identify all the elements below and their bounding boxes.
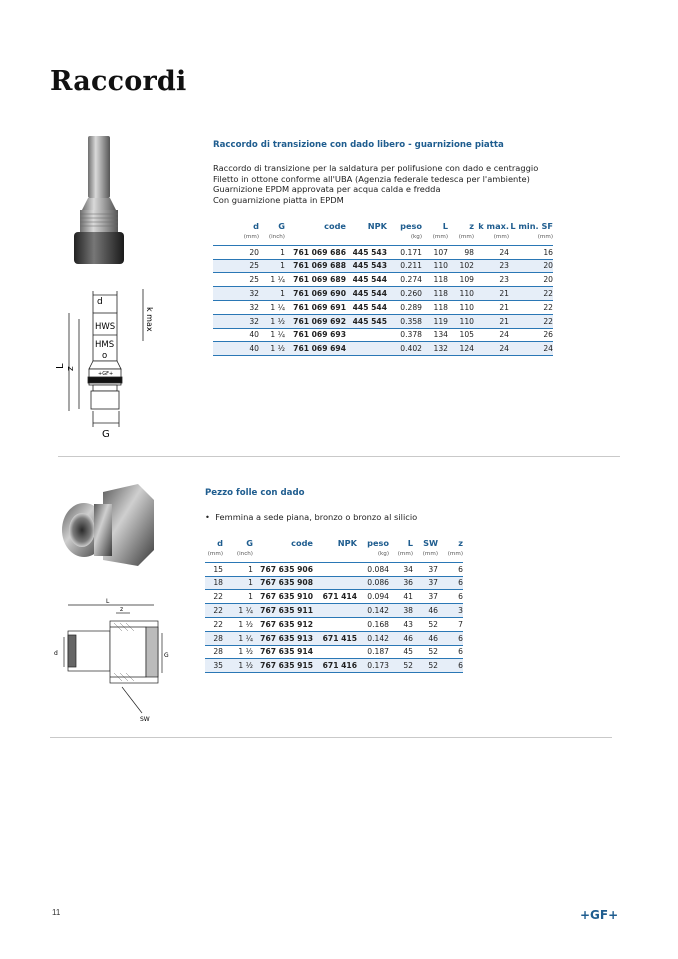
table-cell: 671 416 <box>313 659 357 673</box>
drawing-label-z: z <box>66 366 76 371</box>
table-cell: 52 <box>413 659 438 673</box>
drawing-label-d: d <box>97 297 103 307</box>
table-cell: 43 <box>389 617 413 631</box>
table-cell: 671 414 <box>313 590 357 604</box>
drawing-label-hms: HMS <box>95 340 115 350</box>
table-cell: 37 <box>413 576 438 590</box>
table-cell: 22 <box>509 287 553 301</box>
col-header-peso: peso <box>400 221 422 231</box>
table-cell: 25 <box>213 273 259 287</box>
table-cell: 21 <box>474 287 509 301</box>
table-cell: 46 <box>389 631 413 645</box>
table-cell: 767 635 911 <box>253 604 313 618</box>
table-cell: 107 <box>422 245 448 259</box>
table-cell: 761 069 691 <box>285 300 346 314</box>
drawing2-label-sw: SW <box>140 716 150 723</box>
col-header-code: code <box>324 221 346 231</box>
unit-cell: (mm) <box>448 231 474 245</box>
drawing2-label-G: G <box>164 652 169 659</box>
col-header-d: d <box>253 221 259 231</box>
table-cell: 28 <box>205 631 223 645</box>
table-cell: 767 635 914 <box>253 645 313 659</box>
table-row <box>213 314 553 328</box>
table-cell: 1 <box>223 576 253 590</box>
table-cell: 761 069 693 <box>285 328 346 342</box>
table-cell: 445 544 <box>346 287 387 301</box>
table-row <box>205 562 463 576</box>
table-cell: 6 <box>438 645 463 659</box>
section1-table <box>213 221 553 356</box>
table-cell: 110 <box>448 287 474 301</box>
table-cell: 761 069 686 <box>285 245 346 259</box>
unit-cell <box>313 548 357 562</box>
col-header-code: code <box>291 538 313 548</box>
table-cell: 23 <box>474 273 509 287</box>
table-cell <box>346 342 387 356</box>
col-header-g: G <box>246 538 253 548</box>
drawing-label-kmax: k max <box>145 307 154 332</box>
col-header-kmax: k max. <box>478 221 509 231</box>
table-cell: 52 <box>389 659 413 673</box>
table-cell: 24 <box>509 342 553 356</box>
table-cell: 0.289 <box>387 300 422 314</box>
union-fitting-drawing <box>50 597 170 727</box>
page-number: 11 <box>52 908 61 917</box>
unit-cell: (mm) <box>205 548 223 562</box>
table-unit-row <box>213 231 553 245</box>
table-cell: 38 <box>389 604 413 618</box>
table-cell: 105 <box>448 328 474 342</box>
table-cell: 28 <box>205 645 223 659</box>
table-cell: 445 544 <box>346 300 387 314</box>
table-row <box>213 328 553 342</box>
table-cell: 37 <box>413 562 438 576</box>
table-cell: 52 <box>413 617 438 631</box>
table-cell: 40 <box>213 328 259 342</box>
table-cell: 37 <box>413 590 438 604</box>
brand-logo: +GF+ <box>580 908 619 922</box>
unit-cell <box>285 231 346 245</box>
drawing-label-L: L <box>55 363 66 369</box>
drawing-label-hws: HWS <box>95 322 116 332</box>
table-cell: 767 635 915 <box>253 659 313 673</box>
table-cell: 671 415 <box>313 631 357 645</box>
table-cell: 1 ½ <box>259 342 285 356</box>
table-cell: 0.274 <box>387 273 422 287</box>
description-line: Filetto in ottone conforme all'UBA (Agenzia federale tedesca per l'ambiente) <box>213 173 530 184</box>
col-header-z: z <box>469 221 474 231</box>
bullet-text: Femmina a sede piana, bronzo o bronzo al silicio <box>215 512 418 522</box>
table-cell: 35 <box>205 659 223 673</box>
section2-bullets <box>205 512 417 523</box>
table-cell: 34 <box>389 562 413 576</box>
table-cell: 41 <box>389 590 413 604</box>
table-cell: 36 <box>389 576 413 590</box>
table-cell: 6 <box>438 659 463 673</box>
table-cell: 767 635 906 <box>253 562 313 576</box>
table-cell: 767 635 912 <box>253 617 313 631</box>
table-cell: 22 <box>205 604 223 618</box>
unit-cell: (inch) <box>259 231 285 245</box>
table-cell <box>313 576 357 590</box>
table-cell: 0.086 <box>357 576 389 590</box>
table-cell: 1 ½ <box>223 659 253 673</box>
bullet-icon: • <box>205 512 210 522</box>
table-cell: 767 635 913 <box>253 631 313 645</box>
table-cell: 22 <box>509 300 553 314</box>
drawing-label-G: G <box>102 429 110 440</box>
table-cell: 0.358 <box>387 314 422 328</box>
unit-cell: (mm) <box>509 231 553 245</box>
unit-cell: (kg) <box>357 548 389 562</box>
table-cell: 98 <box>448 245 474 259</box>
table-cell: 40 <box>213 342 259 356</box>
description-line: Con guarnizione piatta in EPDM <box>213 194 344 205</box>
table-cell: 761 069 694 <box>285 342 346 356</box>
table-cell: 0.142 <box>357 604 389 618</box>
table-cell: 767 635 910 <box>253 590 313 604</box>
table-cell: 445 543 <box>346 245 387 259</box>
table-cell: 6 <box>438 576 463 590</box>
unit-cell: (mm) <box>389 548 413 562</box>
table-cell: 0.260 <box>387 287 422 301</box>
table-cell: 3 <box>438 604 463 618</box>
table-cell: 16 <box>509 245 553 259</box>
table-header-row <box>205 538 463 548</box>
table-row <box>205 645 463 659</box>
table-cell: 21 <box>474 314 509 328</box>
section1-description <box>213 163 538 205</box>
section-divider <box>58 456 620 457</box>
table-cell: 109 <box>448 273 474 287</box>
table-cell: 0.378 <box>387 328 422 342</box>
table-cell: 20 <box>509 273 553 287</box>
drawing2-label-d: d <box>54 650 58 657</box>
table-row <box>213 287 553 301</box>
table-cell: 0.094 <box>357 590 389 604</box>
table-cell: 21 <box>474 300 509 314</box>
section2-table <box>205 538 463 673</box>
section1-title: Raccordo di transizione con dado libero - guarnizione piatta <box>213 140 504 150</box>
table-row <box>205 590 463 604</box>
table-cell: 119 <box>422 314 448 328</box>
table-cell: 124 <box>448 342 474 356</box>
table-cell <box>313 617 357 631</box>
table-cell: 22 <box>205 590 223 604</box>
table-cell <box>346 328 387 342</box>
table-cell: 761 069 690 <box>285 287 346 301</box>
table-cell: 0.084 <box>357 562 389 576</box>
unit-cell: (mm) <box>422 231 448 245</box>
table-cell: 1 <box>259 245 285 259</box>
table-cell: 1 <box>259 259 285 273</box>
table-row <box>205 617 463 631</box>
table-cell: 23 <box>474 259 509 273</box>
table-cell: 0.171 <box>387 245 422 259</box>
col-header-d: d <box>217 538 223 548</box>
table-cell: 0.211 <box>387 259 422 273</box>
table-cell: 0.402 <box>387 342 422 356</box>
col-header-peso: peso <box>367 538 389 548</box>
section2-title: Pezzo folle con dado <box>205 488 305 498</box>
table-cell: 761 069 692 <box>285 314 346 328</box>
table-row <box>213 342 553 356</box>
table-cell: 761 069 688 <box>285 259 346 273</box>
table-row <box>213 273 553 287</box>
col-header-l: L <box>442 221 448 231</box>
table-cell: 6 <box>438 631 463 645</box>
table-cell: 761 069 689 <box>285 273 346 287</box>
table-cell: 20 <box>509 259 553 273</box>
table-cell: 18 <box>205 576 223 590</box>
table-cell: 132 <box>422 342 448 356</box>
table-cell: 1 <box>223 562 253 576</box>
table-cell <box>313 562 357 576</box>
col-header-g: G <box>278 221 285 231</box>
table-cell: 767 635 908 <box>253 576 313 590</box>
table-cell: 1 ¼ <box>259 273 285 287</box>
col-header-l: L <box>407 538 413 548</box>
table-cell: 32 <box>213 314 259 328</box>
union-fitting-photo <box>58 480 158 572</box>
table-row <box>205 659 463 673</box>
table-cell: 7 <box>438 617 463 631</box>
table-row <box>213 300 553 314</box>
col-header-z: z <box>458 538 463 548</box>
unit-cell: (mm) <box>474 231 509 245</box>
table-cell: 22 <box>205 617 223 631</box>
table-cell: 110 <box>422 259 448 273</box>
table-cell: 26 <box>509 328 553 342</box>
table-cell: 24 <box>474 328 509 342</box>
table-cell: 445 545 <box>346 314 387 328</box>
description-line: Guarnizione EPDM approvata per acqua calda e fredda <box>213 184 441 195</box>
table-cell: 0.187 <box>357 645 389 659</box>
table-cell: 46 <box>413 604 438 618</box>
table-cell: 15 <box>205 562 223 576</box>
table-cell: 32 <box>213 287 259 301</box>
unit-cell <box>346 231 387 245</box>
table-cell: 118 <box>422 273 448 287</box>
drawing2-label-L: L <box>106 598 110 605</box>
table-cell: 1 ½ <box>259 314 285 328</box>
col-header-lminsf: L min. SF <box>510 221 553 231</box>
table-row <box>205 604 463 618</box>
table-row <box>213 259 553 273</box>
unit-cell <box>253 548 313 562</box>
table-header-row <box>213 221 553 231</box>
transition-fitting-drawing <box>55 283 165 443</box>
table-cell: 118 <box>422 287 448 301</box>
drawing2-label-z: z <box>120 606 124 613</box>
table-cell: 32 <box>213 300 259 314</box>
table-cell: 102 <box>448 259 474 273</box>
table-cell <box>313 645 357 659</box>
table-cell: 134 <box>422 328 448 342</box>
table-cell: 22 <box>509 314 553 328</box>
table-cell: 1 ½ <box>223 617 253 631</box>
drawing-label-o: o <box>102 351 108 361</box>
table-cell: 24 <box>474 245 509 259</box>
unit-cell: (mm) <box>213 231 259 245</box>
table-cell: 1 ¼ <box>259 300 285 314</box>
table-row <box>205 631 463 645</box>
transition-fitting-photo <box>66 130 146 270</box>
section-divider <box>50 737 612 738</box>
col-header-npk: NPK <box>367 221 387 231</box>
table-cell: 1 <box>223 590 253 604</box>
table-cell: 1 ¼ <box>259 328 285 342</box>
col-header-sw: SW <box>423 538 438 548</box>
table-cell: 25 <box>213 259 259 273</box>
table-cell: 110 <box>448 314 474 328</box>
table-cell: 118 <box>422 300 448 314</box>
table-cell: 445 543 <box>346 259 387 273</box>
unit-cell: (mm) <box>438 548 463 562</box>
page-title: Raccordi <box>50 66 187 97</box>
table-cell: 24 <box>474 342 509 356</box>
drawing-logo-gf: +GF+ <box>98 371 114 377</box>
col-header-npk: NPK <box>337 538 357 548</box>
unit-cell: (inch) <box>223 548 253 562</box>
table-cell: 20 <box>213 245 259 259</box>
table-cell: 6 <box>438 562 463 576</box>
table-cell: 0.168 <box>357 617 389 631</box>
unit-cell: (mm) <box>413 548 438 562</box>
table-cell: 1 ¼ <box>223 631 253 645</box>
description-line: Raccordo di transizione per la saldatura per polifusione con dado e centraggio <box>213 163 539 173</box>
table-cell: 52 <box>413 645 438 659</box>
unit-cell: (kg) <box>387 231 422 245</box>
table-cell: 6 <box>438 590 463 604</box>
table-cell: 1 ¼ <box>223 604 253 618</box>
table-cell: 0.173 <box>357 659 389 673</box>
table-cell: 45 <box>389 645 413 659</box>
table-cell: 110 <box>448 300 474 314</box>
table-row <box>213 245 553 259</box>
table-cell: 1 ½ <box>223 645 253 659</box>
table-cell: 445 544 <box>346 273 387 287</box>
table-row <box>205 576 463 590</box>
table-cell: 0.142 <box>357 631 389 645</box>
table-cell: 46 <box>413 631 438 645</box>
table-cell <box>313 604 357 618</box>
table-unit-row <box>205 548 463 562</box>
table-cell: 1 <box>259 287 285 301</box>
